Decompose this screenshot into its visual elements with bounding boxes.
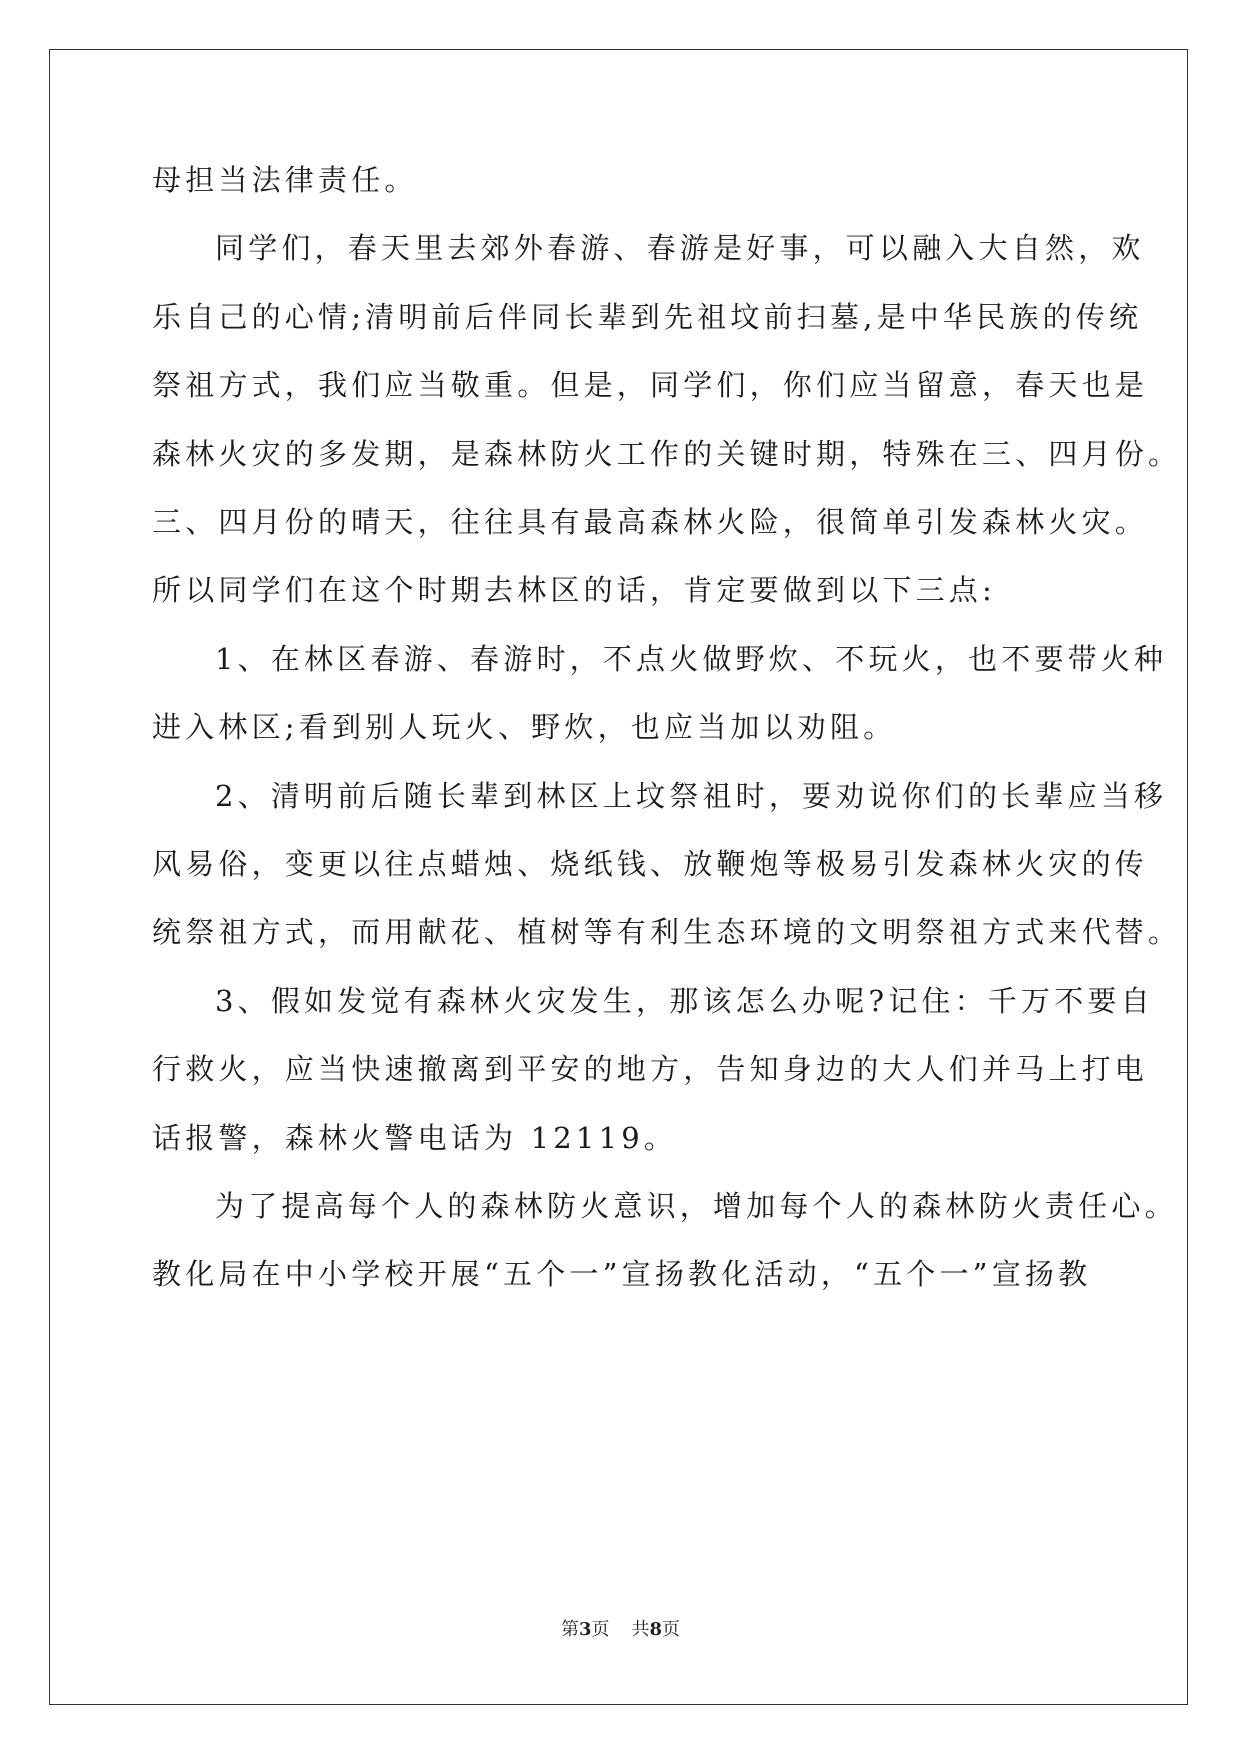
- text-line: 教化局在中小学校开展“五个一”宣扬教化活动，“五个一”宣扬教: [152, 1257, 1092, 1291]
- text-line: 所以同学们在这个时期去林区的话，肯定要做到以下三点:: [152, 573, 996, 607]
- text-line: 祭祖方式，我们应当敬重。但是，同学们，你们应当留意，春天也是: [152, 368, 1149, 402]
- text-line: 2、清明前后随长辈到林区上坟祭祖时，要劝说你们的长辈应当移: [215, 779, 1168, 813]
- text-line: 统祭祖方式，而用献花、植树等有利生态环境的文明祭祖方式来代替。: [152, 915, 1182, 949]
- text-line: 母担当法律责任。: [152, 163, 418, 197]
- text-line: 森林火灾的多发期，是森林防火工作的关键时期，特殊在三、四月份。: [152, 437, 1182, 471]
- total-prefix: 共: [631, 1619, 650, 1640]
- text-line: 行救火，应当快速撤离到平安的地方，告知身边的大人们并马上打电: [152, 1052, 1149, 1086]
- text-line: 进入林区;看到别人玩火、野炊，也应当加以劝阻。: [152, 710, 897, 744]
- text-line: 风易俗，变更以往点蜡烛、烧纸钱、放鞭炮等极易引发森林火灾的传: [152, 847, 1149, 881]
- text-line: 乐自己的心情;清明前后伴同长辈到先祖坟前扫墓,是中华民族的传统: [152, 300, 1143, 334]
- text-line: 3、假如发觉有森林火灾发生，那该怎么办呢?记住：千万不要自: [215, 984, 1154, 1018]
- text-line: 同学们，春天里去郊外春游、春游是好事，可以融入大自然，欢: [215, 231, 1145, 265]
- text-line: 话报警，森林火警电话为 12119。: [152, 1121, 678, 1155]
- text-line: 三、四月份的晴天，往往具有最高森林火险，很简单引发森林火灾。: [152, 505, 1149, 539]
- page-footer: [0, 1618, 1241, 1642]
- page-total: 8: [649, 1619, 663, 1640]
- page-current: 3: [578, 1619, 592, 1640]
- page-suffix: 页: [591, 1619, 610, 1640]
- page-prefix: 第: [560, 1619, 579, 1640]
- text-line: 为了提高每个人的森林防火意识，增加每个人的森林防火责任心。: [215, 1189, 1178, 1223]
- text-line: 1、在林区春游、春游时，不点火做野炊、不玩火，也不要带火种: [215, 642, 1168, 676]
- total-suffix: 页: [662, 1619, 681, 1640]
